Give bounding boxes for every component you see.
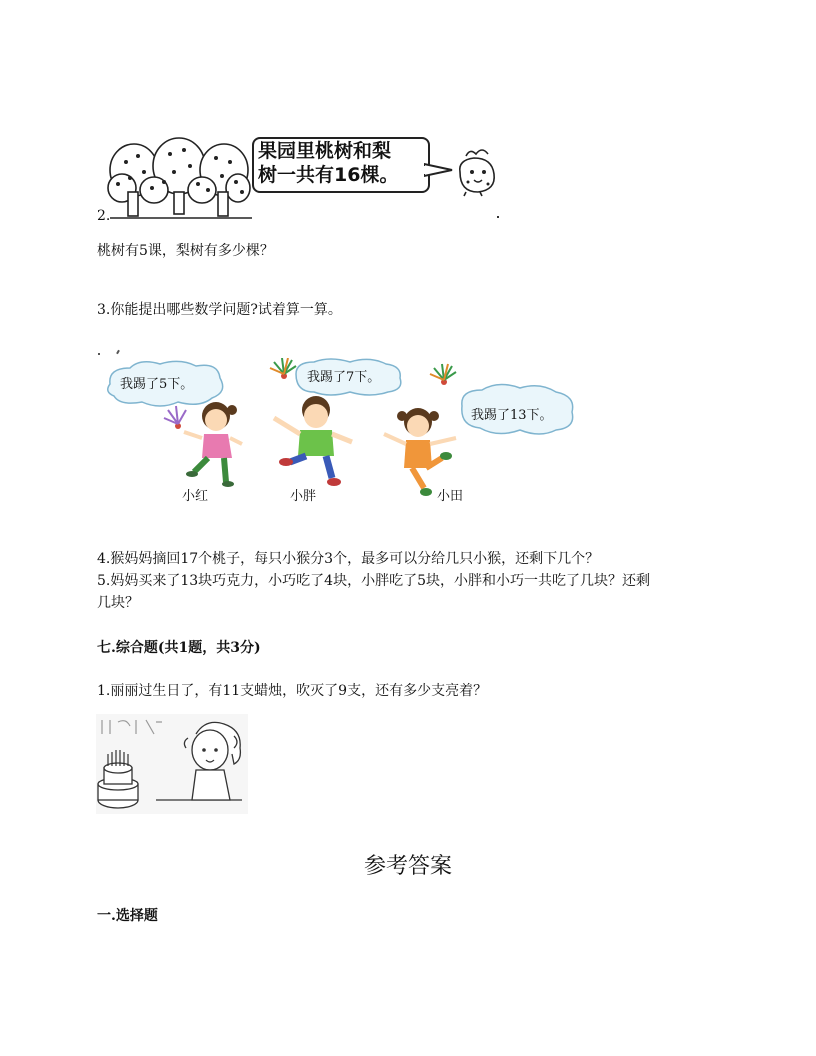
answers-title: 参考答案 [363,854,452,879]
q5-line-2: 几块？ [97,595,139,611]
q2-number: 2. [97,208,111,224]
section-7-heading: 七.综合题(共1题，共3分) [97,640,261,656]
answers-section-1-heading: 一.选择题 [97,908,158,924]
q2-dot [497,216,499,218]
bubble-xiaohong: 我踢了5下。 [120,377,194,392]
birthday-cake-girl-illustration [96,714,248,814]
q3-text: 3.你能提出哪些数学问题?试着算一算。 [97,302,342,318]
q4-text: 4.猴妈妈摘回17个桃子，每只小猴分3个，最多可以分给几只小猴，还剩下几个？ [97,551,600,567]
bubble-xiaopang: 我踢了7下。 [307,370,381,385]
pear-character-illustration [448,146,504,198]
name-xiaohong: 小红 [182,489,209,504]
speech-line-2: 树一共有16棵。 [258,164,399,186]
speech-line-1: 果园里桃树和梨 [258,140,392,162]
name-xiaotian: 小田 [437,489,464,504]
section-7-q1-text: 1.丽丽过生日了，有11支蜡烛，吹灭了9支，还有多少支亮着？ [97,683,488,699]
q3-mark [98,353,100,355]
bubble-xiaotian: 我踢了13下。 [471,408,553,423]
orchard-trees-illustration [104,132,254,220]
q5-line-1: 5.妈妈买来了13块巧克力，小巧吃了4块，小胖吃了5块，小胖和小巧一共吃了几块？还剩 [97,573,650,589]
q2-text: 桃树有5课，梨树有多少棵？ [97,243,274,259]
q3-mark-2 [116,350,120,354]
name-xiaopang: 小胖 [290,489,317,504]
